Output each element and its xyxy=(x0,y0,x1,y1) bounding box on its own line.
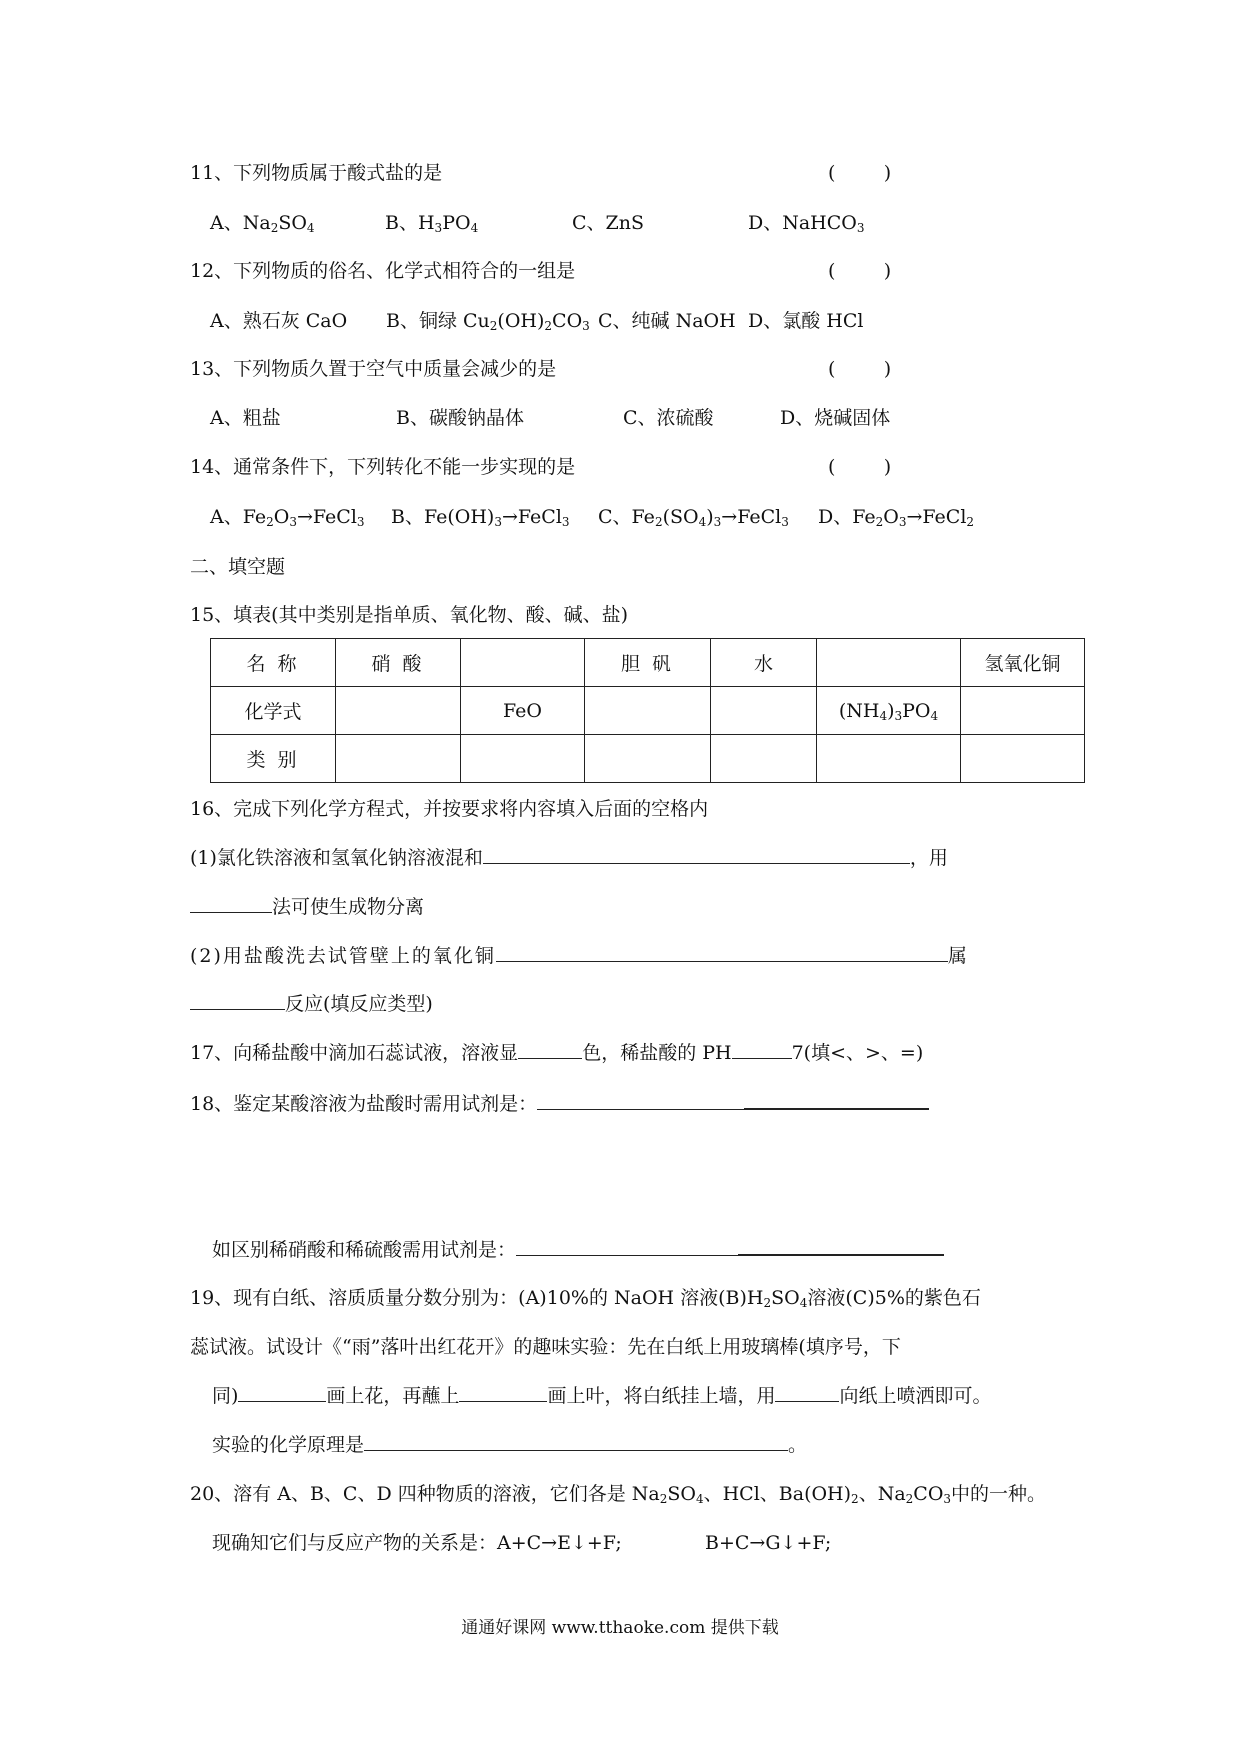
answer-bracket-14: ( ) xyxy=(828,456,892,478)
table-cell[interactable] xyxy=(585,687,711,735)
option-d: D、$Fe_2O_3\to FeCl_2$ xyxy=(818,506,975,529)
option-a: A、粗盐 xyxy=(210,407,281,429)
question-16-part-1b: 法可使生成物分离 xyxy=(190,894,424,920)
option-b: B、$H_3PO_4$ xyxy=(385,212,479,235)
option-a: A、$Na_2SO_4$ xyxy=(210,212,315,235)
table-cell[interactable] xyxy=(817,639,961,687)
option-d: D、NaHCO$_3$ xyxy=(748,212,865,235)
option-c: C、$Fe_2(SO_4)_3\to FeCl_3$ xyxy=(598,506,789,529)
table-cell[interactable] xyxy=(711,687,817,735)
table-cell: $(NH_4)_3PO_4$ xyxy=(817,687,961,735)
options-13 xyxy=(210,405,891,431)
options-12 xyxy=(210,308,864,334)
answer-blank[interactable] xyxy=(496,943,948,962)
answer-blank[interactable] xyxy=(518,1040,582,1059)
question-16: 16、完成下列化学方程式，并按要求将内容填入后面的空格内 xyxy=(190,798,709,820)
table-cell: 化学式 xyxy=(211,687,336,735)
table-cell: 名 称 xyxy=(211,639,336,687)
table-row xyxy=(211,735,1085,783)
answer-blank[interactable] xyxy=(190,991,285,1010)
table-row xyxy=(211,639,1085,687)
question-19: 19、现有白纸、溶质质量分数分别为：(A)10%的 NaOH 溶液$(B)H_2SO_4$溶液(C)5%的紫色石 xyxy=(190,1287,981,1310)
answer-blank[interactable] xyxy=(459,1383,547,1402)
answer-blank[interactable] xyxy=(744,1090,929,1110)
option-a: A、熟石灰 CaO xyxy=(210,310,348,332)
answer-blank[interactable] xyxy=(732,1040,792,1059)
table-cell: FeO xyxy=(461,687,585,735)
table-cell[interactable] xyxy=(336,735,461,783)
option-c: C、浓硫酸 xyxy=(623,407,714,429)
options-14 xyxy=(210,504,975,530)
question-17: 17、向稀盐酸中滴加石蕊试液，溶液显 色，稀盐酸的 PH 7(填<、>、=) xyxy=(190,1042,924,1064)
options-11 xyxy=(210,210,865,236)
table-cell[interactable] xyxy=(461,639,585,687)
answer-blank[interactable] xyxy=(483,845,910,864)
answer-blank[interactable] xyxy=(738,1236,944,1256)
table-cell: 水 xyxy=(711,639,817,687)
answer-blank[interactable] xyxy=(516,1237,738,1256)
question-18b: 如区别稀硝酸和稀硫酸需用试剂是： xyxy=(212,1236,944,1263)
fill-in-table xyxy=(210,638,1085,783)
table-cell[interactable] xyxy=(336,687,461,735)
question-19-line-4: 实验的化学原理是 。 xyxy=(212,1434,808,1456)
table-cell[interactable] xyxy=(817,735,961,783)
table-cell[interactable] xyxy=(585,735,711,783)
answer-bracket-12: ( ) xyxy=(828,260,892,282)
answer-blank[interactable] xyxy=(775,1383,839,1402)
table-cell[interactable] xyxy=(711,735,817,783)
table-cell: 胆 矾 xyxy=(585,639,711,687)
question-12: 12、下列物质的俗名、化学式相符合的一组是 xyxy=(190,260,576,282)
question-16-part-2b: 反应(填反应类型) xyxy=(190,991,433,1017)
question-16-part-2: (2)用盐酸洗去试管壁上的氧化铜 属 xyxy=(190,945,969,967)
answer-blank[interactable] xyxy=(364,1432,788,1451)
option-d: D、烧碱固体 xyxy=(780,407,891,429)
question-15: 15、填表(其中类别是指单质、氧化物、酸、碱、盐) xyxy=(190,604,629,626)
answer-blank[interactable] xyxy=(190,894,272,913)
question-20-line-2: 现确知它们与反应产物的关系是：A+C→E↓+F; B+C→G↓+F; xyxy=(212,1532,832,1554)
question-19-line-2: 蕊试液。试设计《“雨”落叶出红花开》的趣味实验：先在白纸上用玻璃棒(填序号，下 xyxy=(190,1336,901,1358)
section-heading: 二、填空题 xyxy=(190,556,286,578)
option-b: B、铜绿 $Cu_2(OH)_2CO_3$ xyxy=(386,310,590,333)
table-cell[interactable] xyxy=(461,735,585,783)
answer-bracket-13: ( ) xyxy=(828,358,892,380)
answer-bracket-11: ( ) xyxy=(828,162,892,184)
table-cell[interactable] xyxy=(961,687,1085,735)
table-cell: 氢氧化铜 xyxy=(961,639,1085,687)
answer-blank[interactable] xyxy=(238,1383,326,1402)
question-18: 18、鉴定某酸溶液为盐酸时需用试剂是： xyxy=(190,1090,929,1117)
question-20: 20、溶有 A、B、C、D 四种物质的溶液，它们各是 $Na_2SO_4$、HCl、$Ba(OH)_2$、$Na_2CO_3$中的一种。 xyxy=(190,1483,1047,1506)
option-c: C、纯碱 NaOH xyxy=(598,310,736,332)
table-cell[interactable] xyxy=(961,735,1085,783)
question-11: 11、下列物质属于酸式盐的是 xyxy=(190,162,443,184)
option-a: A、$Fe_2O_3\to FeCl_3$ xyxy=(210,506,365,529)
option-b: B、$Fe(OH)_3\to FeCl_3$ xyxy=(391,506,570,529)
answer-blank[interactable] xyxy=(537,1091,744,1110)
option-c: C、ZnS xyxy=(572,212,644,234)
question-16-part-1: (1)氯化铁溶液和氢氧化钠溶液混和 ，用 xyxy=(190,847,948,869)
table-cell: 硝 酸 xyxy=(336,639,461,687)
question-19-line-3: 同) 画上花，再蘸上 画上叶，将白纸挂上墙，用 向纸上喷洒即可。 xyxy=(212,1385,992,1407)
option-d: D、氯酸 HCl xyxy=(748,310,864,332)
footer-credit: 通通好课网 www.tthaoke.com 提供下载 xyxy=(461,1618,779,1638)
option-b: B、碳酸钠晶体 xyxy=(396,407,524,429)
table-cell: 类 别 xyxy=(211,735,336,783)
question-14: 14、通常条件下，下列转化不能一步实现的是 xyxy=(190,456,576,478)
question-13: 13、下列物质久置于空气中质量会减少的是 xyxy=(190,358,557,380)
table-row xyxy=(211,687,1085,735)
